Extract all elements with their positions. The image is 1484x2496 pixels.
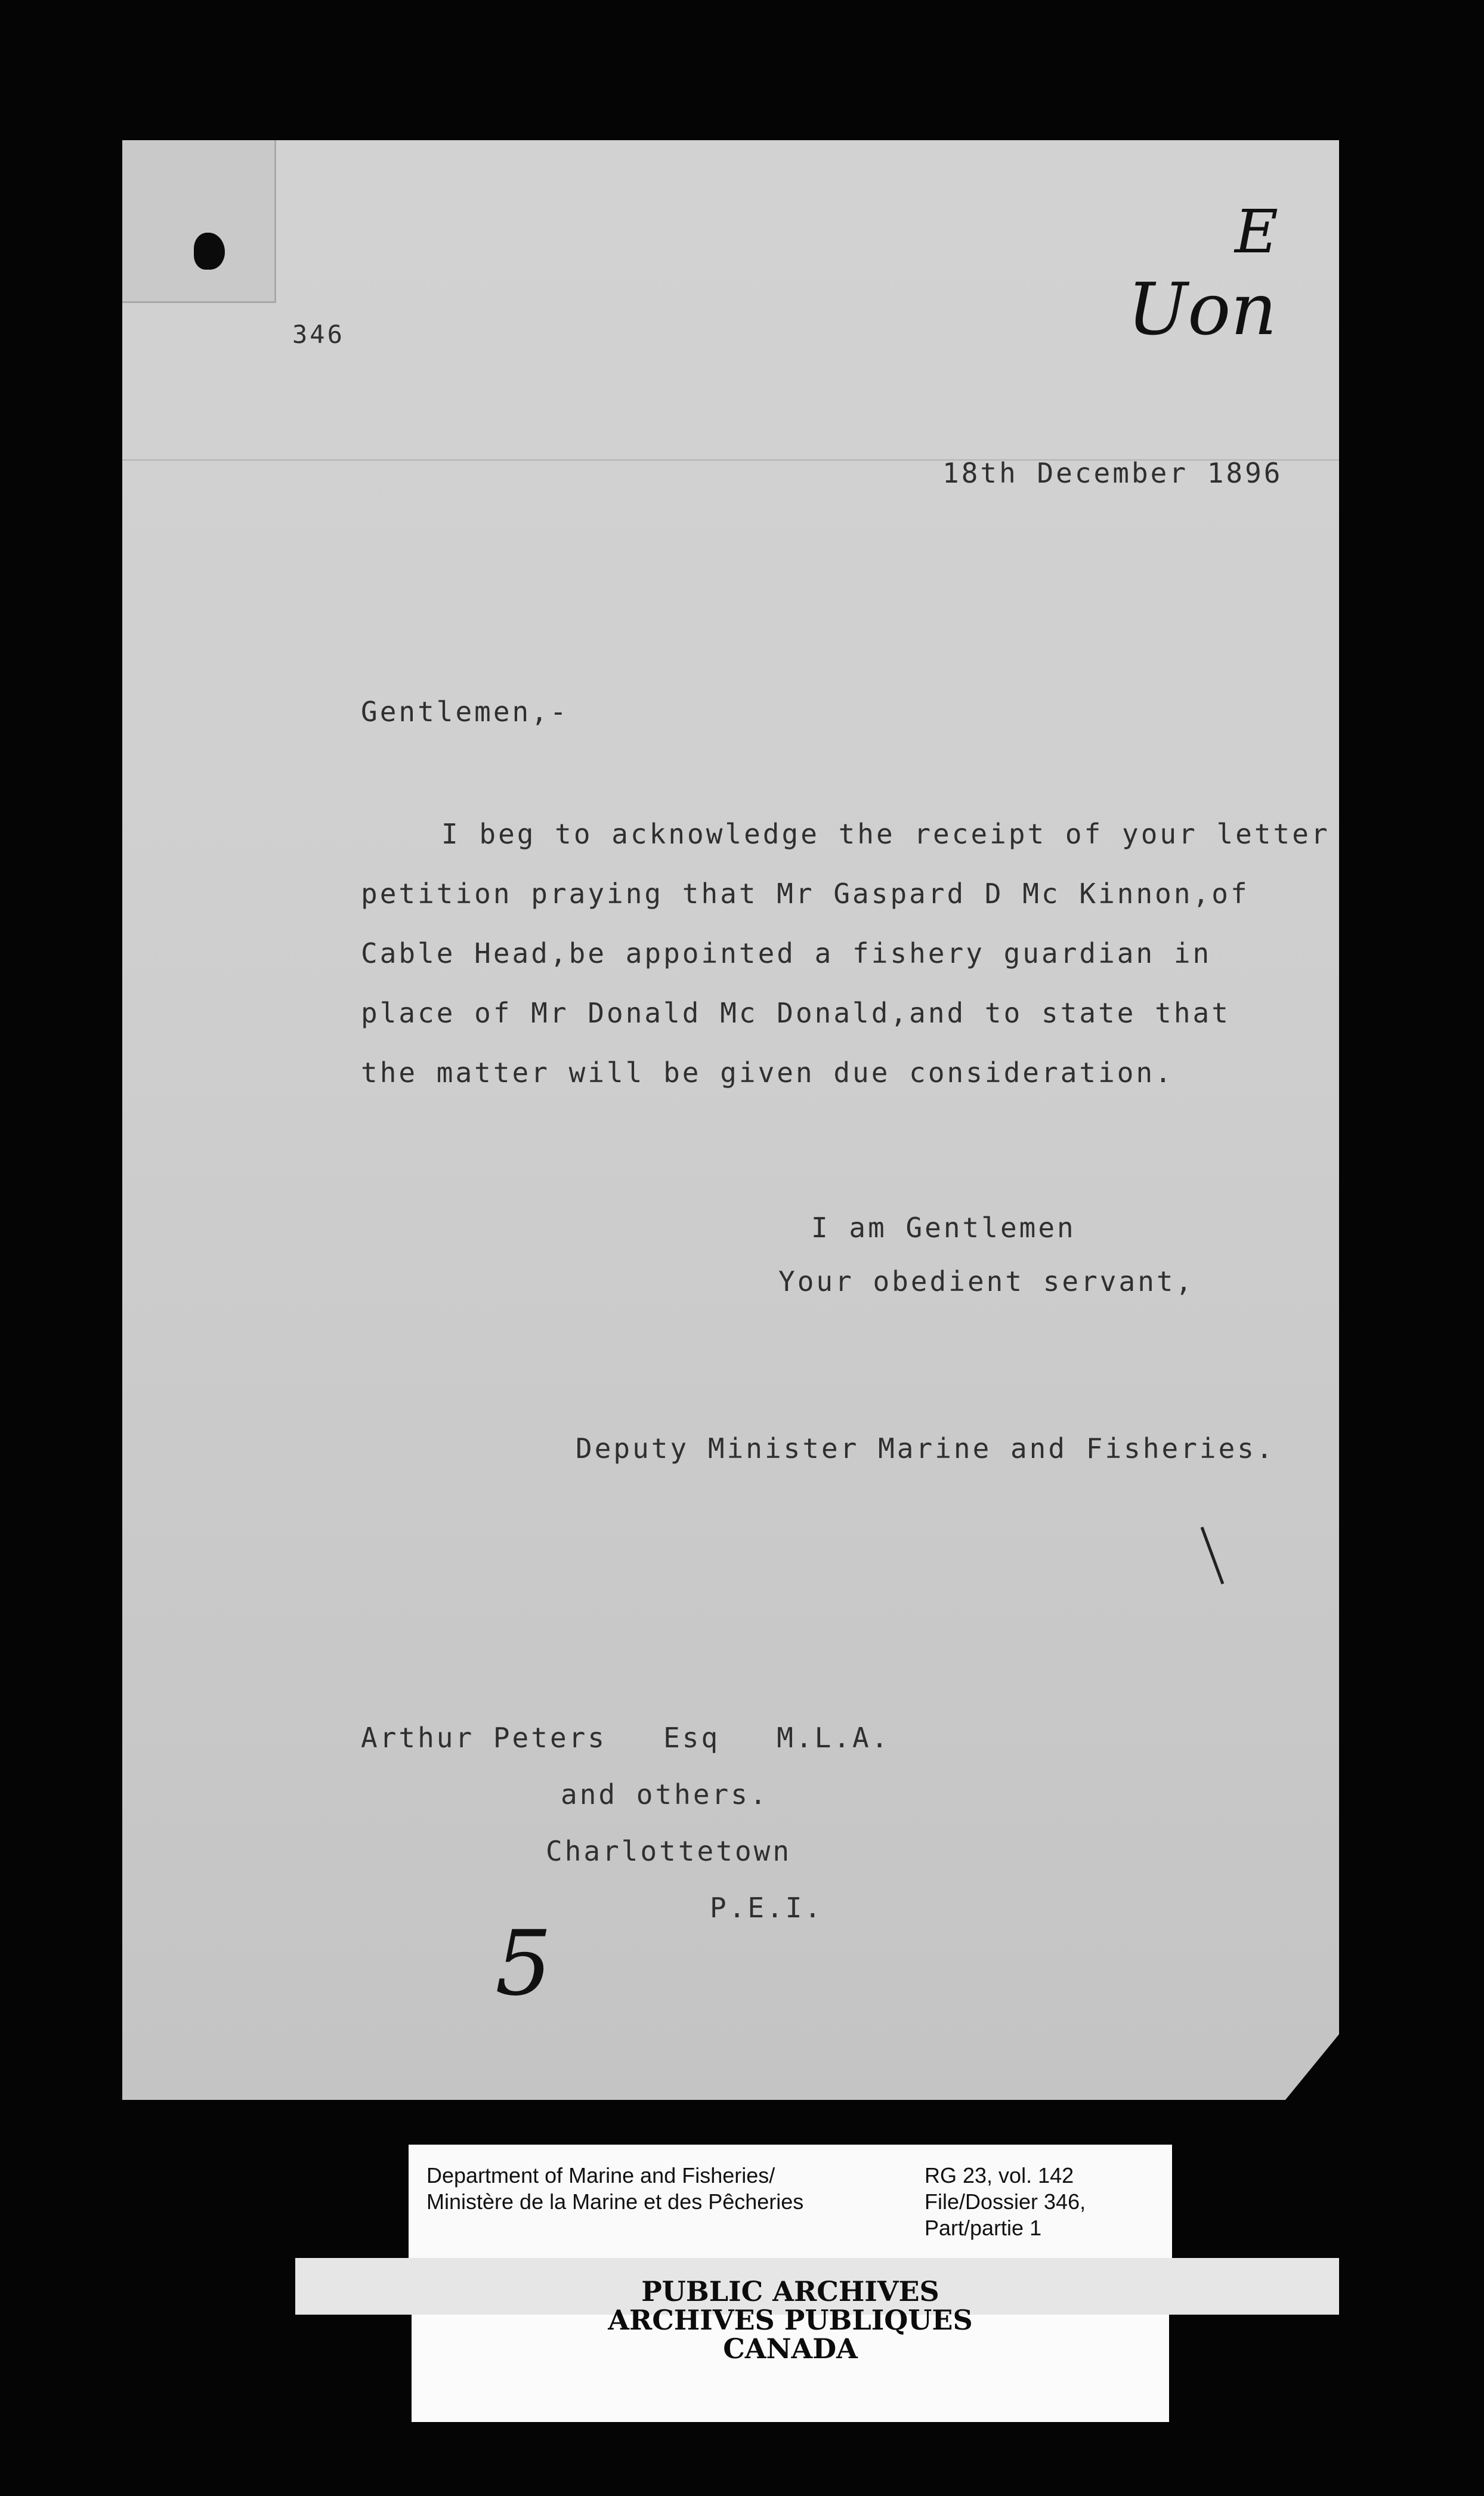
body-line: I beg to acknowledge the receipt of your letter bbox=[441, 818, 1330, 850]
body-line: petition praying that Mr Gaspard D Mc Kinnon,of bbox=[361, 878, 1250, 910]
recipient-line: P.E.I. bbox=[710, 1892, 824, 1924]
body-line: the matter will be given due consideration. bbox=[361, 1057, 1174, 1089]
handwritten-number: 5 bbox=[495, 1912, 552, 2016]
department-english: Department of Marine and Fisheries/ bbox=[426, 2163, 775, 2188]
paper-stub bbox=[122, 140, 276, 303]
recipient-line: Arthur Peters Esq M.L.A. bbox=[361, 1722, 891, 1754]
file-dossier-reference: File/Dossier 346, bbox=[925, 2189, 1086, 2214]
record-group-reference: RG 23, vol. 142 bbox=[925, 2163, 1074, 2188]
handwritten-reference: Uon bbox=[1127, 268, 1277, 351]
letter-page bbox=[122, 140, 1339, 2100]
body-line: place of Mr Donald Mc Donald,and to state that bbox=[361, 997, 1231, 1029]
salutation: Gentlemen,- bbox=[361, 696, 569, 728]
stamp-line-country: CANADA bbox=[723, 2333, 858, 2365]
stamp-line-french: ARCHIVES PUBLIQUES bbox=[608, 2304, 973, 2336]
recipient-line: Charlottetown bbox=[546, 1835, 792, 1867]
letter-date: 18th December 1896 bbox=[942, 457, 1283, 489]
pencil-stroke bbox=[1196, 1524, 1232, 1590]
closing-line: Your obedient servant, bbox=[778, 1265, 1195, 1298]
punch-hole bbox=[194, 233, 225, 270]
recipient-line: and others. bbox=[561, 1778, 769, 1811]
archive-label-reference bbox=[409, 2145, 1172, 2261]
body-line: Cable Head,be appointed a fishery guardian in bbox=[361, 937, 1212, 969]
stamp-line-english: PUBLIC ARCHIVES bbox=[641, 2275, 939, 2307]
part-reference: Part/partie 1 bbox=[925, 2216, 1042, 2240]
archive-stamp bbox=[412, 2275, 1169, 2422]
file-number: 346 bbox=[292, 320, 345, 349]
signature-title: Deputy Minister Marine and Fisheries. bbox=[576, 1432, 1275, 1465]
closing-line: I am Gentlemen bbox=[811, 1212, 1076, 1244]
department-french: Ministère de la Marine et des Pêcheries bbox=[426, 2189, 804, 2214]
handwritten-mark: E bbox=[1235, 197, 1278, 267]
